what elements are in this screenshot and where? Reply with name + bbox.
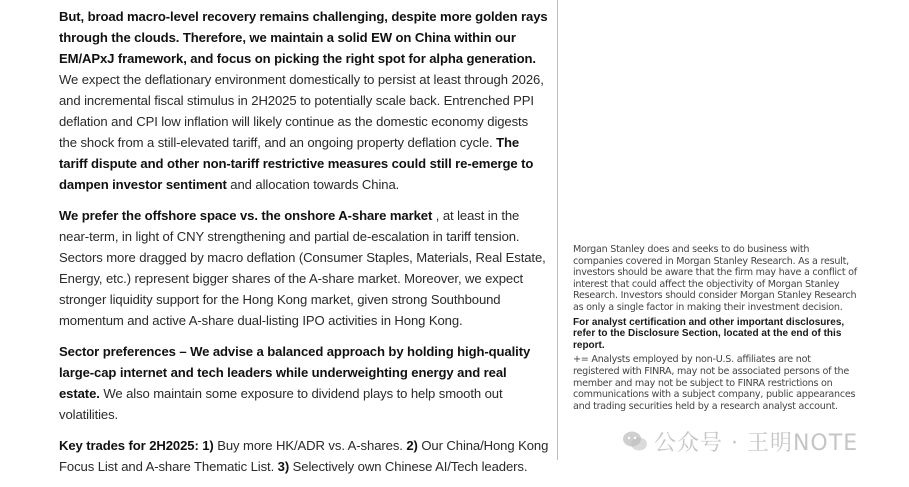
watermark-text: 公众号 · 王明NOTE [654, 430, 859, 456]
paragraph-sector-preferences: Sector preferences – We advise a balanced approach by holding high-quality large-cap internet and tech leaders while underweighting energy and real estate. We also maintain some exposure to dividend plays to help smooth out volatilities. [59, 344, 531, 422]
paragraph-macro-outlook: But, broad macro-level recovery remains challenging, despite more golden rays through the clouds. Therefore, we maintain a solid EW on China within our EM/APxJ framework, and focus on picking the right spot for alpha generation. We expect the deflationary environment domestically to persist at least through 2026, and incremental fiscal stimulus in 2H2025 to potentially scale back. Entrenched PPI deflation and CPI low inflation will likely continue as the domestic economy digests the shock from a still-elevated tariff, and an ongoing property deflation cycle. The tariff dispute and other non-tariff restrictive measures could still re-emerge to dampen investor sentiment and allocation towards China. [59, 9, 548, 192]
paragraph-key-trades: Key trades for 2H2025: 1) Buy more HK/ADR vs. A-shares. 2) Our China/Hong Kong Focus List and A-share Thematic List. 3) Selectively own Chinese AI/Tech leaders. [59, 438, 549, 474]
wechat-icon [622, 430, 648, 452]
watermark [622, 426, 858, 456]
disclaimer-text: Morgan Stanley does and seeks to do business with companies covered in Morgan Stanley Research. As a result, investors should be aware that the firm may have a conflict of interest that could affect the objectivity of Morgan Stanley Research. Investors should consider Morgan Stanley Research as only a single factor in making their investment decision. [573, 244, 857, 313]
sidebar-disclosures [573, 244, 858, 415]
certification-note: For analyst certification and other important disclosures, refer to the Disclosure Section, located at the end of this report. [573, 316, 845, 351]
column-divider [557, 0, 558, 460]
finra-note: += Analysts employed by non-U.S. affiliates are not registered with FINRA, may not be associated persons of the member and may not be subject to FINRA restrictions on communications with a subject company, public appearances and trading securities held by a research analyst account. [573, 354, 856, 412]
report-body [59, 6, 549, 487]
paragraph-offshore-preference: We prefer the offshore space vs. the onshore A-share market , at least in the near-term, in light of CNY strengthening and partial de-escalation in tariff tension. Sectors more dragged by macro deflation (Consumer Staples, Materials, Real Estate, Energy, etc.) represent bigger shares of the A-share market. Moreover, we expect stronger liquidity support for the Hong Kong market, given strong Southbound momentum and active A-share dual-listing IPO activities in Hong Kong. [59, 208, 546, 328]
